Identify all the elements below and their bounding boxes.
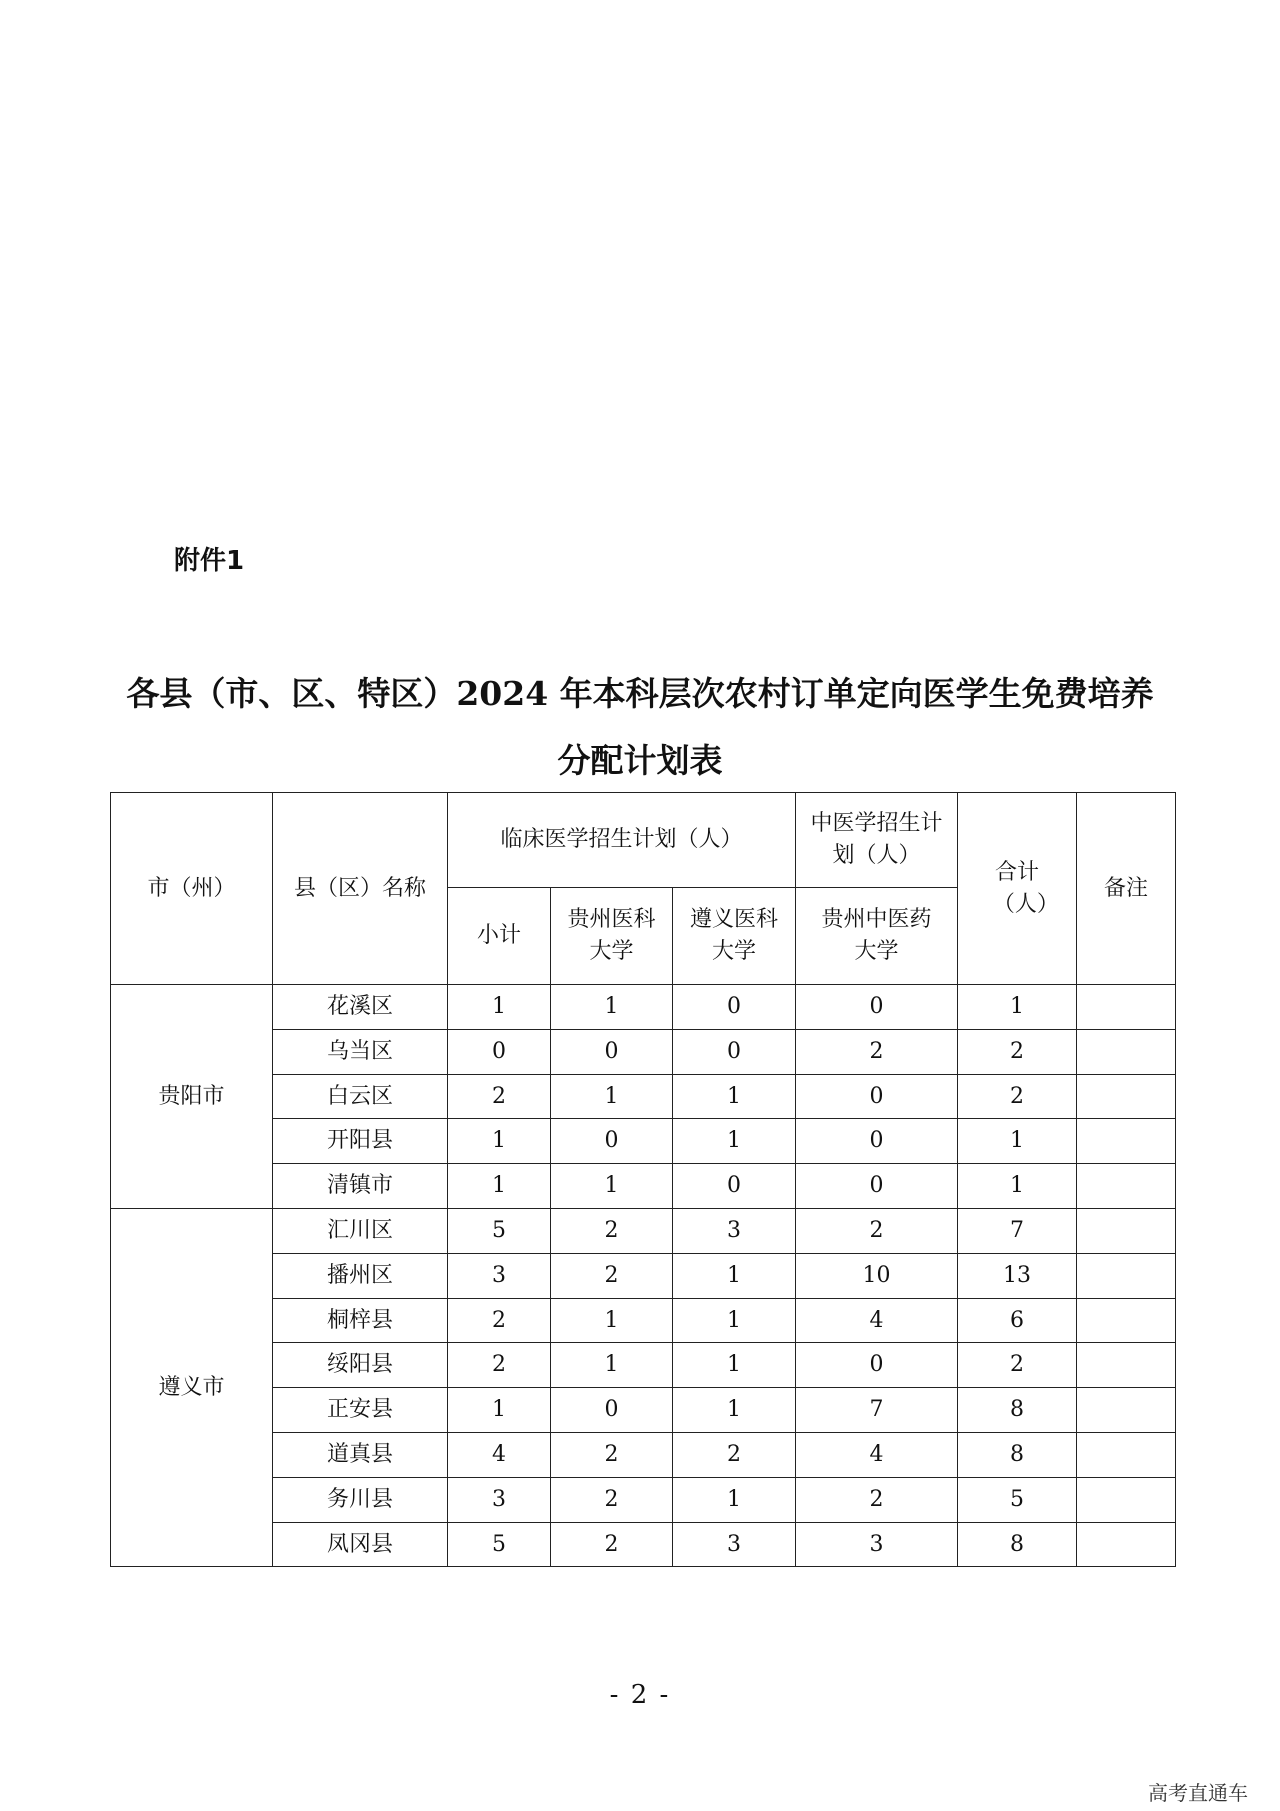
zmu-cell: 3 xyxy=(673,1208,796,1253)
gzmu-cell: 0 xyxy=(551,1119,673,1164)
table-row xyxy=(111,1208,1176,1253)
tcm-cell: 4 xyxy=(796,1432,958,1477)
allocation-plan-table xyxy=(110,792,1176,1567)
zmu-cell: 1 xyxy=(673,1477,796,1522)
total-cell: 2 xyxy=(958,1029,1077,1074)
county-cell: 务川县 xyxy=(273,1477,448,1522)
subtotal-cell: 1 xyxy=(448,1119,551,1164)
header-city: 市（州） xyxy=(111,793,273,985)
header-clinical-plan: 临床医学招生计划（人） xyxy=(448,793,796,888)
subtotal-cell: 3 xyxy=(448,1253,551,1298)
header-remarks: 备注 xyxy=(1077,793,1176,985)
subtotal-cell: 5 xyxy=(448,1208,551,1253)
total-cell: 1 xyxy=(958,1119,1077,1164)
gzmu-cell: 2 xyxy=(551,1208,673,1253)
tcm-cell: 0 xyxy=(796,1164,958,1209)
subtotal-cell: 4 xyxy=(448,1432,551,1477)
zmu-cell: 0 xyxy=(673,1029,796,1074)
remarks-cell xyxy=(1077,1388,1176,1433)
gzmu-cell: 2 xyxy=(551,1432,673,1477)
total-cell: 6 xyxy=(958,1298,1077,1343)
tcm-cell: 2 xyxy=(796,1477,958,1522)
zmu-cell: 1 xyxy=(673,1388,796,1433)
header-tcm-plan xyxy=(796,793,958,888)
header-zmu xyxy=(673,888,796,985)
county-cell: 正安县 xyxy=(273,1388,448,1433)
gzmu-cell: 1 xyxy=(551,1074,673,1119)
subtotal-cell: 1 xyxy=(448,1388,551,1433)
zmu-cell: 1 xyxy=(673,1119,796,1164)
tcm-cell: 0 xyxy=(796,985,958,1030)
tcm-cell: 2 xyxy=(796,1029,958,1074)
header-county: 县（区）名称 xyxy=(273,793,448,985)
gzmu-cell: 2 xyxy=(551,1477,673,1522)
subtotal-cell: 0 xyxy=(448,1029,551,1074)
tcm-cell: 0 xyxy=(796,1119,958,1164)
subtotal-cell: 5 xyxy=(448,1522,551,1567)
zmu-cell: 1 xyxy=(673,1253,796,1298)
remarks-cell xyxy=(1077,1298,1176,1343)
zmu-cell: 2 xyxy=(673,1432,796,1477)
header-subtotal: 小计 xyxy=(448,888,551,985)
gzmu-cell: 2 xyxy=(551,1253,673,1298)
total-cell: 7 xyxy=(958,1208,1077,1253)
subtotal-cell: 1 xyxy=(448,1164,551,1209)
header-gzutcm xyxy=(796,888,958,985)
gzmu-cell: 1 xyxy=(551,1298,673,1343)
header-tcm-plan-text: 中医学招生计划（人） xyxy=(810,811,943,868)
total-cell: 8 xyxy=(958,1522,1077,1567)
tcm-cell: 4 xyxy=(796,1298,958,1343)
header-total-text: 合计（人） xyxy=(992,859,1059,917)
header-total xyxy=(958,793,1077,985)
remarks-cell xyxy=(1077,985,1176,1030)
remarks-cell xyxy=(1077,1074,1176,1119)
subtotal-cell: 2 xyxy=(448,1298,551,1343)
county-cell: 道真县 xyxy=(273,1432,448,1477)
tcm-cell: 0 xyxy=(796,1074,958,1119)
table-row xyxy=(111,985,1176,1030)
total-cell: 5 xyxy=(958,1477,1077,1522)
remarks-cell xyxy=(1077,1119,1176,1164)
tcm-cell: 2 xyxy=(796,1208,958,1253)
document-title-line-1: 各县（市、区、特区）2024 年本科层次农村订单定向医学生免费培养 xyxy=(126,674,1154,713)
zmu-cell: 1 xyxy=(673,1343,796,1388)
remarks-cell xyxy=(1077,1432,1176,1477)
total-cell: 1 xyxy=(958,1164,1077,1209)
attachment-label: 附件1 xyxy=(174,546,245,576)
county-cell: 桐梓县 xyxy=(273,1298,448,1343)
total-cell: 2 xyxy=(958,1074,1077,1119)
county-cell: 开阳县 xyxy=(273,1119,448,1164)
county-cell: 白云区 xyxy=(273,1074,448,1119)
watermark: 高考直通车 xyxy=(1148,1781,1248,1805)
tcm-cell: 10 xyxy=(796,1253,958,1298)
subtotal-cell: 2 xyxy=(448,1074,551,1119)
header-gzutcm-text: 贵州中医药大学 xyxy=(821,907,932,964)
zmu-cell: 1 xyxy=(673,1298,796,1343)
zmu-cell: 3 xyxy=(673,1522,796,1567)
remarks-cell xyxy=(1077,1253,1176,1298)
city-cell: 贵阳市 xyxy=(111,985,273,1209)
total-cell: 2 xyxy=(958,1343,1077,1388)
remarks-cell xyxy=(1077,1164,1176,1209)
city-cell: 遵义市 xyxy=(111,1208,273,1566)
subtotal-cell: 2 xyxy=(448,1343,551,1388)
county-cell: 乌当区 xyxy=(273,1029,448,1074)
gzmu-cell: 0 xyxy=(551,1029,673,1074)
zmu-cell: 0 xyxy=(673,1164,796,1209)
county-cell: 花溪区 xyxy=(273,985,448,1030)
total-cell: 13 xyxy=(958,1253,1077,1298)
total-cell: 8 xyxy=(958,1432,1077,1477)
tcm-cell: 3 xyxy=(796,1522,958,1567)
remarks-cell xyxy=(1077,1029,1176,1074)
document-title-line-2: 分配计划表 xyxy=(557,741,723,780)
subtotal-cell: 3 xyxy=(448,1477,551,1522)
gzmu-cell: 1 xyxy=(551,1164,673,1209)
remarks-cell xyxy=(1077,1522,1176,1567)
zmu-cell: 1 xyxy=(673,1074,796,1119)
remarks-cell xyxy=(1077,1343,1176,1388)
table-body xyxy=(111,985,1176,1567)
zmu-cell: 0 xyxy=(673,985,796,1030)
county-cell: 绥阳县 xyxy=(273,1343,448,1388)
header-zmu-text: 遵义医科大学 xyxy=(690,907,779,964)
gzmu-cell: 0 xyxy=(551,1388,673,1433)
total-cell: 8 xyxy=(958,1388,1077,1433)
total-cell: 1 xyxy=(958,985,1077,1030)
header-gzmu xyxy=(551,888,673,985)
tcm-cell: 7 xyxy=(796,1388,958,1433)
remarks-cell xyxy=(1077,1477,1176,1522)
county-cell: 汇川区 xyxy=(273,1208,448,1253)
subtotal-cell: 1 xyxy=(448,985,551,1030)
remarks-cell xyxy=(1077,1208,1176,1253)
gzmu-cell: 1 xyxy=(551,985,673,1030)
header-gzmu-text: 贵州医科大学 xyxy=(567,907,656,964)
gzmu-cell: 1 xyxy=(551,1343,673,1388)
gzmu-cell: 2 xyxy=(551,1522,673,1567)
page-number: - 2 - xyxy=(609,1680,671,1710)
county-cell: 凤冈县 xyxy=(273,1522,448,1567)
tcm-cell: 0 xyxy=(796,1343,958,1388)
county-cell: 播州区 xyxy=(273,1253,448,1298)
county-cell: 清镇市 xyxy=(273,1164,448,1209)
